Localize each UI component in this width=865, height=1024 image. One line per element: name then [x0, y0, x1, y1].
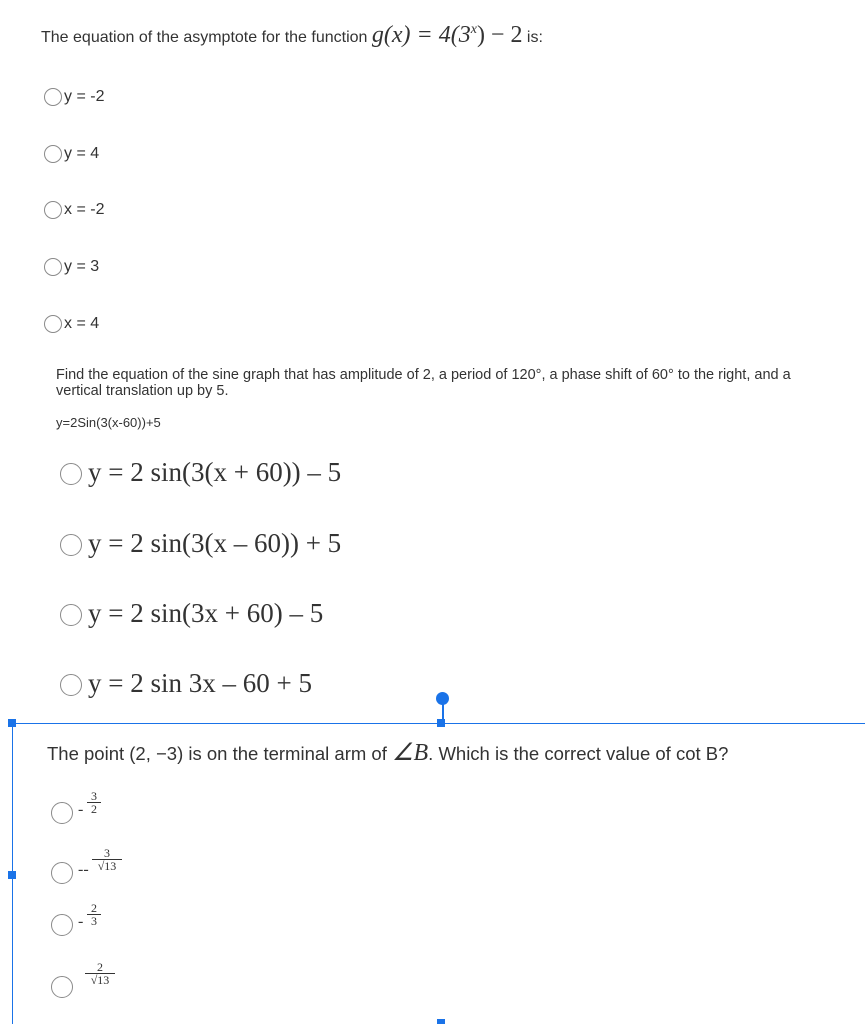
q1-option-label: y = 3	[64, 258, 100, 275]
radio-button[interactable]	[44, 88, 62, 106]
q3-option-fraction	[85, 961, 115, 986]
rotate-handle-knob[interactable]	[436, 692, 449, 705]
q3-option-fraction	[87, 790, 101, 815]
radio-button[interactable]	[44, 258, 62, 276]
q3-angle: ∠B	[391, 740, 429, 766]
q1-func-text: g(x) = 4(3	[371, 22, 471, 48]
q2-option-label: y = 2 sin(3(x + 60)) – 5	[88, 457, 342, 487]
q3-option-sign: -	[78, 801, 84, 818]
q1-func-tail: ) − 2	[476, 22, 523, 48]
fraction-numerator: 2	[97, 960, 103, 974]
q3-prompt-b: . Which is the correct value of cot B?	[428, 743, 729, 764]
q3-option-sign: --	[78, 861, 89, 878]
fraction-numerator: 3	[91, 789, 97, 803]
radio-button[interactable]	[51, 802, 73, 824]
radio-button[interactable]	[60, 674, 82, 696]
q1-option-label: y = 4	[64, 145, 100, 162]
q1-function	[372, 22, 523, 48]
q1-option-label: y = -2	[64, 88, 105, 105]
q3-option-sign-value: -	[83, 861, 89, 878]
question-3-prompt	[47, 738, 728, 767]
fraction-denominator: 2	[91, 802, 97, 816]
radio-button[interactable]	[60, 463, 82, 485]
q2-option-label: y = 2 sin(3(x – 60)) + 5	[88, 528, 342, 558]
resize-handle-middle-left[interactable]	[8, 871, 16, 879]
radio-button[interactable]	[60, 604, 82, 626]
fraction-numerator: 2	[91, 901, 97, 915]
fraction-denominator: √13	[97, 859, 117, 873]
q3-prompt-a: The point (2, −3) is on the terminal arm of	[47, 743, 392, 764]
q2-answer-note: y=2Sin(3(x-60))+5	[56, 415, 161, 430]
q3-option-fraction	[87, 902, 101, 927]
radio-button[interactable]	[51, 976, 73, 998]
q2-option-label: y = 2 sin(3x + 60) – 5	[88, 598, 324, 628]
question-2-prompt: Find the equation of the sine graph that has amplitude of 2, a period of 120°, a phase shift of 60° to the right, and a vertical translation up by 5.	[56, 367, 791, 399]
fraction-numerator: 3	[104, 846, 110, 860]
radio-button[interactable]	[51, 914, 73, 936]
resize-handle-top-left[interactable]	[8, 719, 16, 727]
q1-option-label: x = -2	[64, 201, 105, 218]
q3-option-fraction	[92, 847, 122, 872]
radio-button[interactable]	[44, 315, 62, 333]
fraction-denominator: 3	[91, 914, 97, 928]
q2-option-label: y = 2 sin 3x – 60 + 5	[88, 668, 312, 698]
q1-func-exp: x	[470, 22, 477, 37]
q1-prompt-text: The equation of the asymptote for the function	[41, 29, 368, 46]
q1-option-label: x = 4	[64, 315, 100, 332]
q1-suffix: is:	[526, 29, 543, 46]
radio-button[interactable]	[44, 201, 62, 219]
radio-button[interactable]	[60, 534, 82, 556]
q3-option-sign: -	[78, 913, 84, 930]
resize-handle-bottom-middle[interactable]	[437, 1019, 445, 1024]
question-1-prompt	[41, 22, 543, 49]
resize-handle-top-middle[interactable]	[437, 719, 445, 727]
radio-button[interactable]	[44, 145, 62, 163]
fraction-denominator: √13	[90, 973, 110, 987]
radio-button[interactable]	[51, 862, 73, 884]
